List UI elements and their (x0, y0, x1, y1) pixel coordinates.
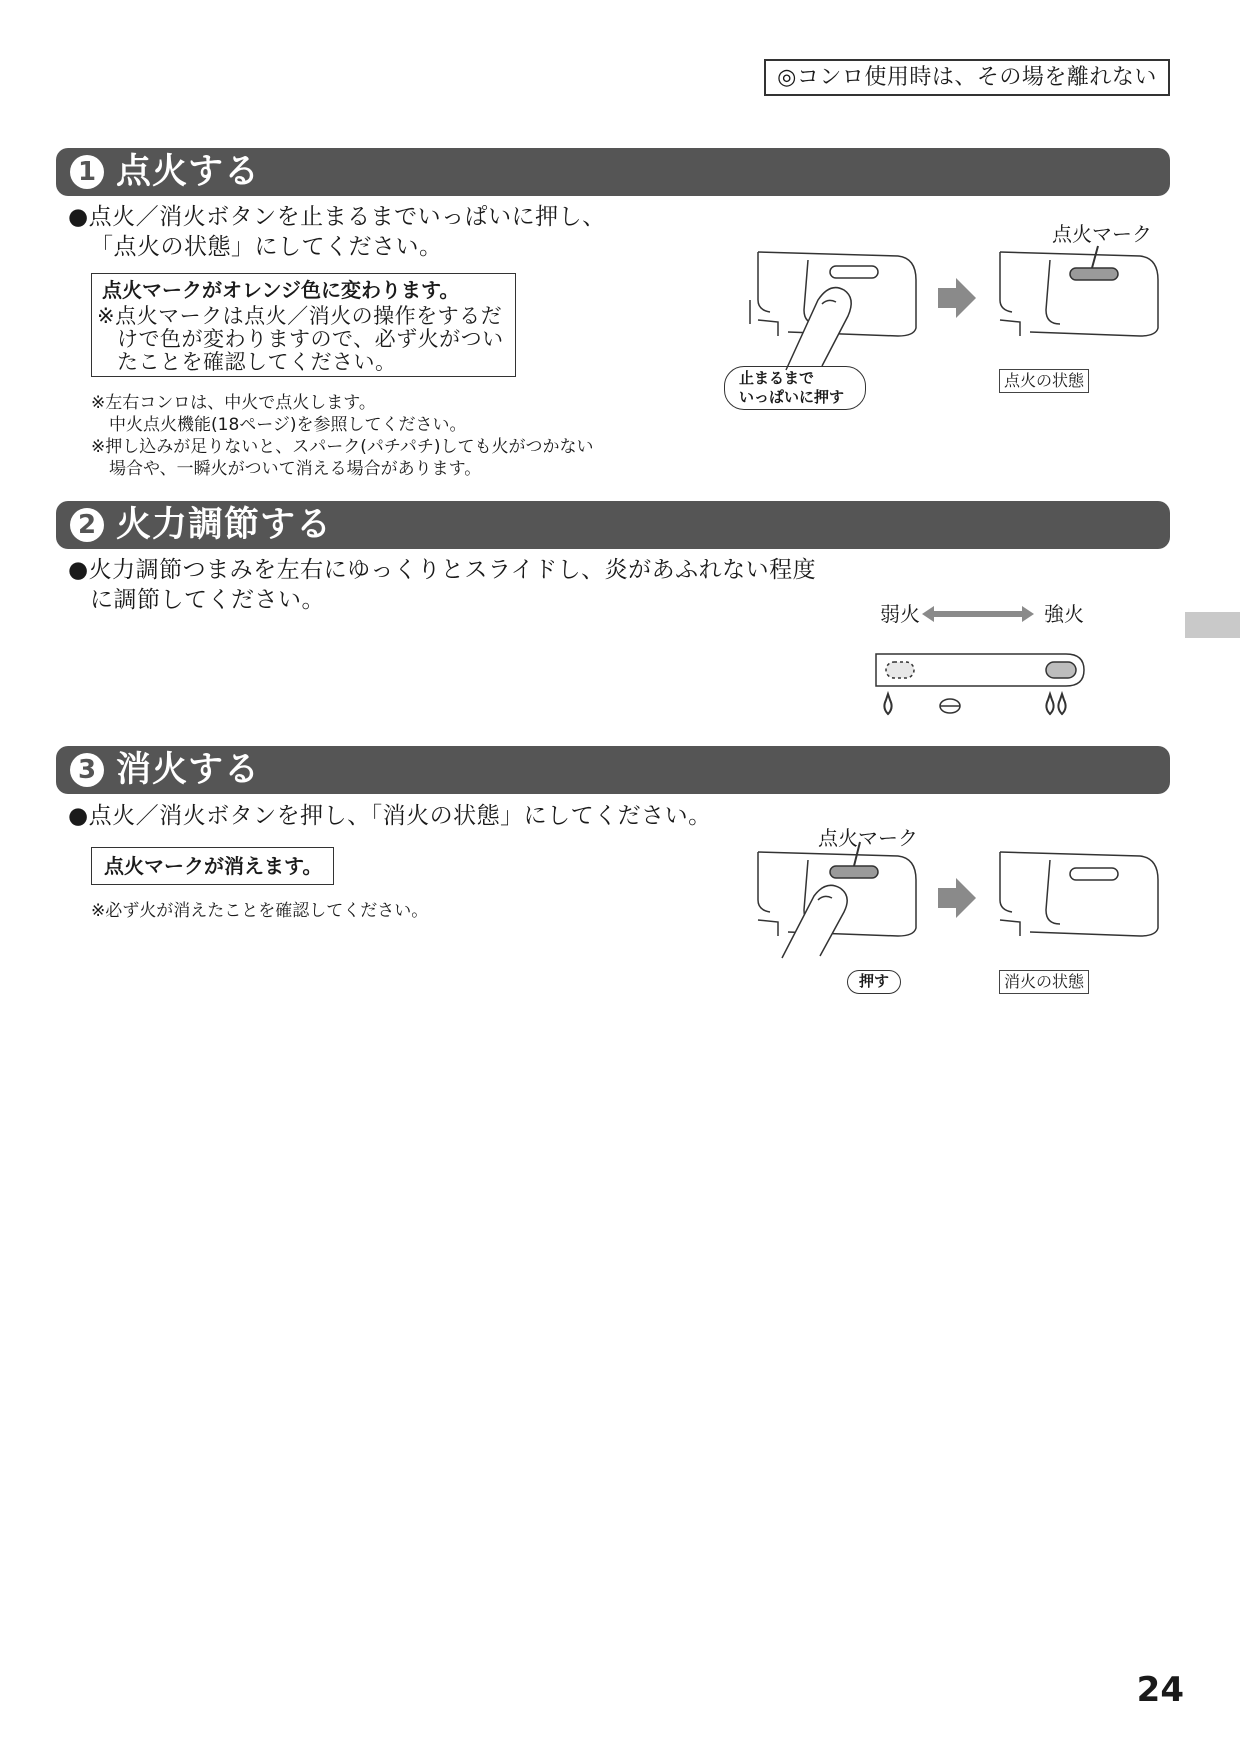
step-1-press-label (724, 366, 866, 410)
ignition-mark-lit-icon (1070, 268, 1118, 280)
step-2-header (56, 501, 1170, 549)
step-1-state-label: 点火の状態 (999, 369, 1089, 393)
low-heat-label: 弱火 (880, 602, 920, 626)
step-1-small-note-4: 場合や、一瞬火がついて消える場合があります。 (109, 459, 482, 479)
step-3-note-box (91, 847, 334, 885)
step-3-note-title: 点火マークが消えます。 (104, 854, 323, 878)
step-1-header (56, 148, 1170, 196)
double-arrow-icon (922, 606, 1034, 622)
step-1-note-line-1: ※点火マークは点火／消火の操作をするだ (97, 304, 503, 328)
step-1-body-line-1: ●点火／消火ボタンを止まるまでいっぱいに押し、 (68, 204, 606, 230)
finger-icon (786, 288, 851, 370)
step-1-small-note-3: ※押し込みが足りないと、スパーク(パチパチ)しても火がつかない (91, 437, 594, 457)
page-number: 24 (1136, 1670, 1184, 1710)
arrow-right-icon (938, 278, 976, 318)
arrow-right-icon (938, 878, 976, 918)
step-2-body-line-2: に調節してください。 (90, 587, 325, 613)
step-1-number: 1 (70, 155, 104, 189)
panel-after-icon (1000, 852, 1158, 936)
header-warning: ◎コンロ使用時は、その場を離れない (764, 59, 1170, 96)
high-heat-label: 強火 (1044, 602, 1084, 626)
step-3-title: 消火する (116, 750, 261, 790)
small-flame-icon (884, 694, 891, 714)
press-label-line-1: 止まるまで (739, 369, 815, 387)
step-1-body-line-2: 「点火の状態」にしてください。 (90, 234, 443, 260)
step-2-number: 2 (70, 508, 104, 542)
heat-slider-figure (870, 600, 1090, 720)
step-1-note-line-2: けで色が変わりますので、必ず火がつい (117, 327, 504, 351)
step-2-body-line-1: ●火力調節つまみを左右にゆっくりとスライドし、炎があふれない程度 (68, 557, 817, 583)
step-3-mark-label: 点火マーク (818, 826, 918, 850)
press-label-line-2: いっぱいに押す (739, 388, 845, 406)
step-3-state-label: 消火の状態 (999, 970, 1089, 994)
large-flame-icon (1046, 694, 1065, 714)
ignition-mark-lit-icon (830, 866, 878, 878)
step-1-mark-label: 点火マーク (1052, 222, 1152, 246)
step-3-header (56, 746, 1170, 794)
medium-flame-icon (940, 699, 960, 713)
step-3-number: 3 (70, 753, 104, 787)
panel-after-icon (1000, 252, 1158, 336)
step-1-small-note-2: 中火点火機能(18ページ)を参照してください。 (109, 415, 467, 435)
finger-icon (782, 885, 847, 958)
step-3-small-note-1: ※必ず火が消えたことを確認してください。 (91, 901, 429, 921)
step-3-press-label: 押す (847, 970, 901, 994)
step-1-note-title: 点火マークがオレンジ色に変わります。 (102, 278, 460, 302)
slider-knob (1046, 662, 1076, 678)
step-1-title: 点火する (116, 152, 261, 192)
step-2-title: 火力調節する (116, 505, 333, 545)
step-3-body-line-1: ●点火／消火ボタンを押し、「消火の状態」にしてください。 (68, 803, 712, 829)
step-3-extinguish-figure (748, 840, 1178, 980)
side-tab-marker (1185, 612, 1240, 638)
step-1-note-line-3: たことを確認してください。 (117, 350, 397, 374)
step-1-small-note-1: ※左右コンロは、中火で点火します。 (91, 393, 376, 413)
slider-knob-low-position (886, 662, 914, 678)
step-1-note-box (91, 273, 516, 377)
